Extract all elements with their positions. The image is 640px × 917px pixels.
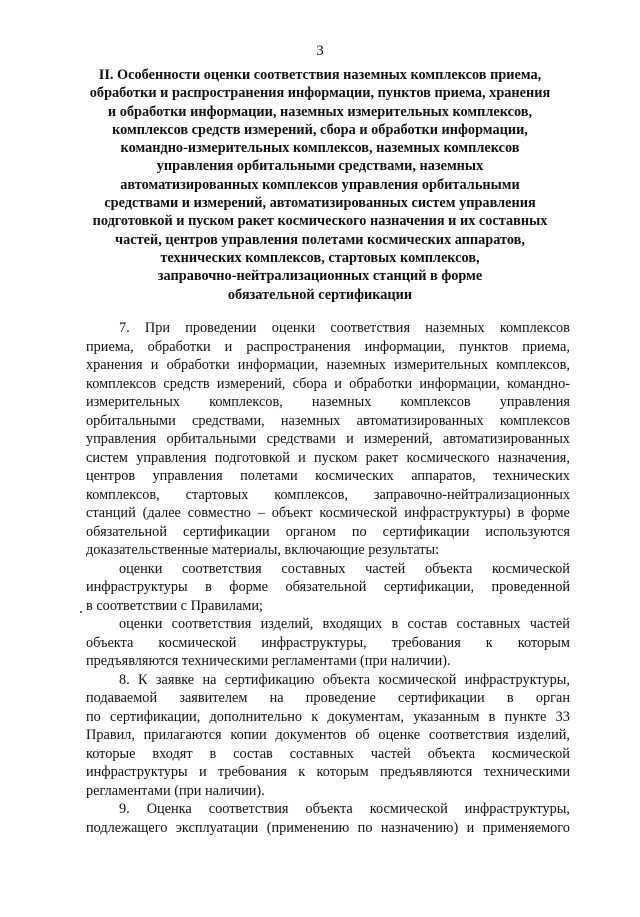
body-line: объекта космической инфраструктуры, требования к которым (86, 634, 570, 651)
body-line: регламентами (при наличии). (86, 782, 265, 799)
body-line: оценки соответствия составных частей объекта космической (119, 560, 570, 577)
body-line: Правил, прилагаются копии документов об оценке соответствия изделий, (86, 727, 570, 743)
heading-line: и обработки информации, наземных измерительных комплексов, (107, 103, 533, 120)
heading-line: средствами и измерений, автоматизированных систем управления (104, 195, 536, 212)
scan-speck (80, 611, 82, 613)
heading-line: технических комплексов, стартовых комплексов, (160, 249, 480, 266)
heading-line: комплексов средств измерений, сбора и обработки информации, (112, 121, 528, 138)
body-line: измерительных комплексов, наземных комплексов управления (86, 394, 570, 410)
body-line: подаваемой заявителем на проведение сертификации в орган (86, 690, 570, 706)
body-line: комплексов средств измерений, сбора и обработки информации, командно- (86, 375, 570, 392)
body-line: 9. Оценка соответствия объекта космической инфраструктуры, (119, 801, 570, 817)
section-heading (80, 66, 560, 304)
body-line: приема, обработки и распространения информации, пунктов приема, (86, 338, 570, 355)
body-line: инфраструктуры и требования к которым предъявляются техническими (86, 764, 570, 780)
body-line: систем управления подготовкой и пуском ракет космического назначения, (86, 449, 570, 466)
heading-line: управления орбитальными средствами, наземных (156, 158, 484, 175)
body-line: в соответствии с Правилами; (86, 597, 263, 614)
body-line: управления орбитальными средствами и измерений, автоматизированных (86, 431, 570, 447)
heading-line: автоматизированных комплексов управления орбитальными (120, 176, 520, 193)
body-line: комплексов, стартовых комплексов, заправочно-нейтрализационных (86, 486, 570, 503)
heading-line: II. Особенности оценки соответствия наземных комплексов приема, (98, 67, 542, 83)
body-line: 8. К заявке на сертификацию объекта космической инфраструктуры, (119, 671, 570, 688)
heading-line: командно-измерительных комплексов, наземных комплексов (120, 140, 520, 157)
body-line: по сертификации, дополнительно к документам, указанным в пункте 33 (86, 708, 570, 725)
body-line: орбитальными средствами, наземных автоматизированных комплексов (86, 412, 570, 429)
body-line: обязательной сертификации органом по сертификации используются (86, 523, 570, 540)
heading-line: частей, центров управления полетами космических аппаратов, (115, 231, 525, 248)
heading-line: подготовкой и пуском ракет космического назначения и их составных (92, 213, 548, 230)
body-line: доказательственные материалы, включающие результаты: (86, 542, 440, 558)
page-number: 3 (316, 43, 324, 59)
heading-line: обработки и распространения информации, пунктов приема, хранения (89, 85, 551, 102)
heading-line: заправочно-нейтрализационных станций в форме (157, 268, 483, 285)
body-line: предъявляются техническими регламентами (при наличии). (86, 653, 451, 669)
body-line: подлежащего эксплуатации (применению по назначению) и применяемого (86, 819, 570, 836)
body-text (86, 319, 570, 837)
body-line: инфраструктуры в форме обязательной сертификации, проведенной (86, 579, 570, 595)
heading-line: обязательной сертификации (227, 286, 413, 303)
body-line: оценки соответствия изделий, входящих в состав составных частей (119, 616, 570, 632)
body-line: хранения и обработки информации, наземных измерительных комплексов, (86, 357, 570, 373)
body-line: центров управления полетами космических аппаратов, технических (86, 468, 570, 484)
body-line: станций (далее совместно – объект космической инфраструктуры) в форме (86, 505, 570, 521)
body-line: которые входят в состав составных частей объекта космической (86, 745, 570, 762)
body-line: 7. При проведении оценки соответствия наземных комплексов (119, 320, 570, 336)
